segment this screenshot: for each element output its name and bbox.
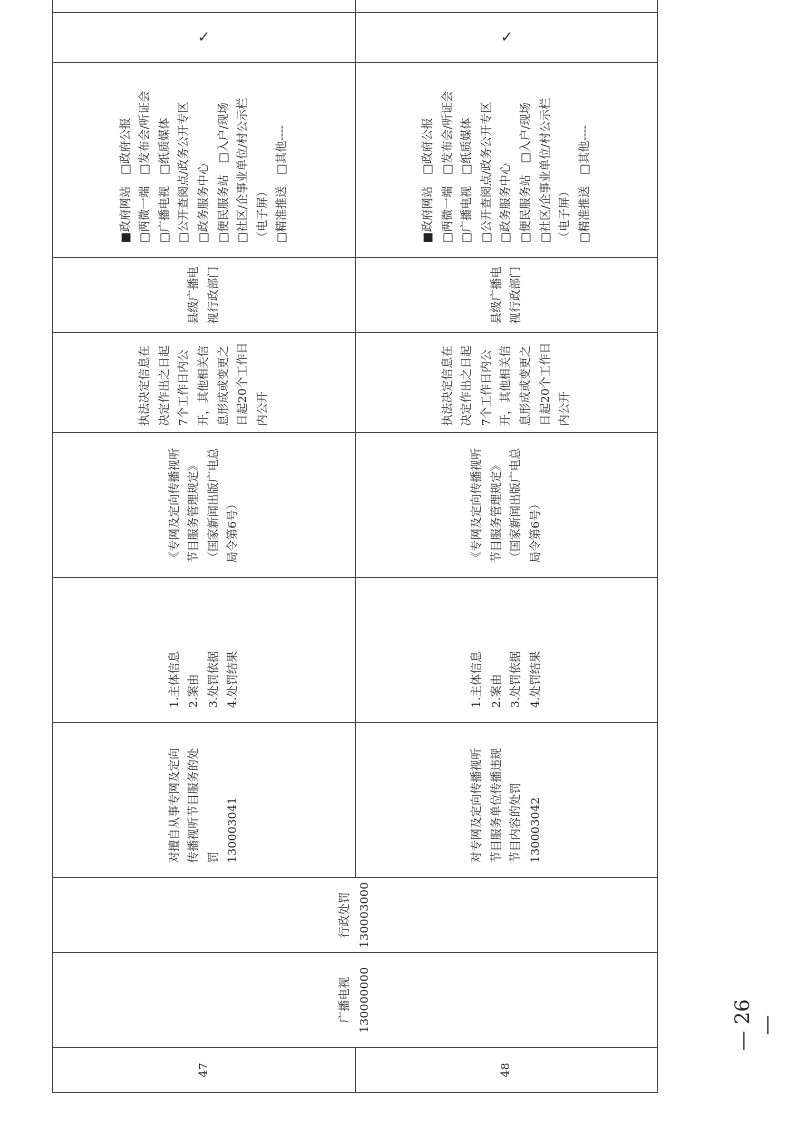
channel-option: □精准推送 □其他---- bbox=[576, 125, 591, 243]
content-cell bbox=[53, 578, 356, 723]
content-item: 2.案由 bbox=[186, 674, 201, 708]
type-code: 130003000 bbox=[357, 882, 371, 948]
disclosure-table bbox=[52, 0, 658, 1093]
channel-option: □公开查阅点/政务公开专区 bbox=[176, 101, 191, 243]
content-item: 1.主体信息 bbox=[166, 651, 181, 708]
channel-option: □两微一端 □发布会/听证会 bbox=[439, 90, 454, 243]
subject-cell: 县级广播电视行政部门 bbox=[355, 258, 658, 333]
item-text: 对擅自从事专网及定向传播视听节目服务的处罚 bbox=[166, 748, 220, 863]
category-code: 130000000 bbox=[357, 967, 371, 1033]
check-cell bbox=[355, 0, 658, 13]
content-item: 4.处罚结果 bbox=[527, 651, 542, 708]
channel-option: □广播电视 □纸质媒体 bbox=[156, 117, 171, 243]
basis-cell: 《专网及定向传播视听节目服务管理规定》（国家新闻出版广电总局令第6号） bbox=[355, 433, 658, 578]
rotated-table-container bbox=[52, 27, 658, 1093]
item-code: 130003041 bbox=[225, 797, 240, 863]
checkmark-icon: ✓ bbox=[499, 27, 513, 46]
item-code: 130003042 bbox=[527, 797, 542, 863]
content-cell bbox=[355, 578, 658, 723]
timing-cell: 执法决定信息在决定作出之日起7个工作日内公开，其他相关信息形成或变更之日起20个工作日内公开 bbox=[355, 333, 658, 433]
channel-option: □广播电视 □纸质媒体 bbox=[459, 117, 474, 243]
table-row bbox=[53, 0, 356, 1093]
channel-option: □便民服务站 □入户/现场 bbox=[518, 102, 533, 243]
category-name: 广播电视 bbox=[337, 977, 352, 1023]
channel-option: □政务服务中心 bbox=[195, 163, 210, 243]
type-cell bbox=[53, 878, 658, 953]
basis-cell: 《专网及定向传播视听节目服务管理规定》（国家新闻出版广电总局令第6号） bbox=[53, 433, 356, 578]
check-cell bbox=[53, 13, 356, 63]
seq-cell: 47 bbox=[53, 1048, 356, 1093]
item-cell bbox=[355, 723, 658, 878]
content-item: 4.处罚结果 bbox=[225, 651, 240, 708]
channel-option: □公开查阅点/政务公开专区 bbox=[478, 101, 493, 243]
channel-option: □社区/企事业单位/村公示栏 bbox=[537, 97, 552, 243]
channel-option: □精准推送 □其他---- bbox=[274, 125, 289, 243]
content-item: 3.处罚依据 bbox=[508, 651, 523, 708]
page-number bbox=[705, 990, 778, 1060]
item-text: 对专网及定向传播视听节目服务单位传播违规节目内容的处罚 bbox=[469, 748, 523, 863]
seq-cell: 48 bbox=[355, 1048, 658, 1093]
channel-option: □社区/企事业单位/村公示栏 bbox=[235, 97, 250, 243]
content-item: 3.处罚依据 bbox=[205, 651, 220, 708]
channel-option: □政务服务中心 bbox=[498, 163, 513, 243]
channels-cell bbox=[53, 63, 356, 258]
channel-option: □便民服务站 □入户/现场 bbox=[215, 102, 230, 243]
category-cell bbox=[53, 953, 658, 1048]
channel-option: （电子屏） bbox=[557, 185, 572, 243]
check-cell bbox=[53, 0, 356, 13]
channels-cell bbox=[355, 63, 658, 258]
channel-option: ■政府网站 □政府公报 bbox=[117, 117, 132, 243]
checkmark-icon: ✓ bbox=[197, 27, 211, 46]
content-item: 1.主体信息 bbox=[469, 651, 484, 708]
content-item: 2.案由 bbox=[488, 674, 503, 708]
channel-option: （电子屏） bbox=[254, 185, 269, 243]
timing-cell: 执法决定信息在决定作出之日起7个工作日内公开，其他相关信息形成或变更之日起20个工作日内公开 bbox=[53, 333, 356, 433]
channel-option: ■政府网站 □政府公报 bbox=[420, 117, 435, 243]
item-cell bbox=[53, 723, 356, 878]
check-cell bbox=[355, 13, 658, 63]
channel-option: □两微一端 □发布会/听证会 bbox=[137, 90, 152, 243]
subject-cell: 县级广播电视行政部门 bbox=[53, 258, 356, 333]
type-name: 行政处罚 bbox=[337, 892, 352, 938]
page-number-text: — 26 — bbox=[730, 999, 778, 1051]
